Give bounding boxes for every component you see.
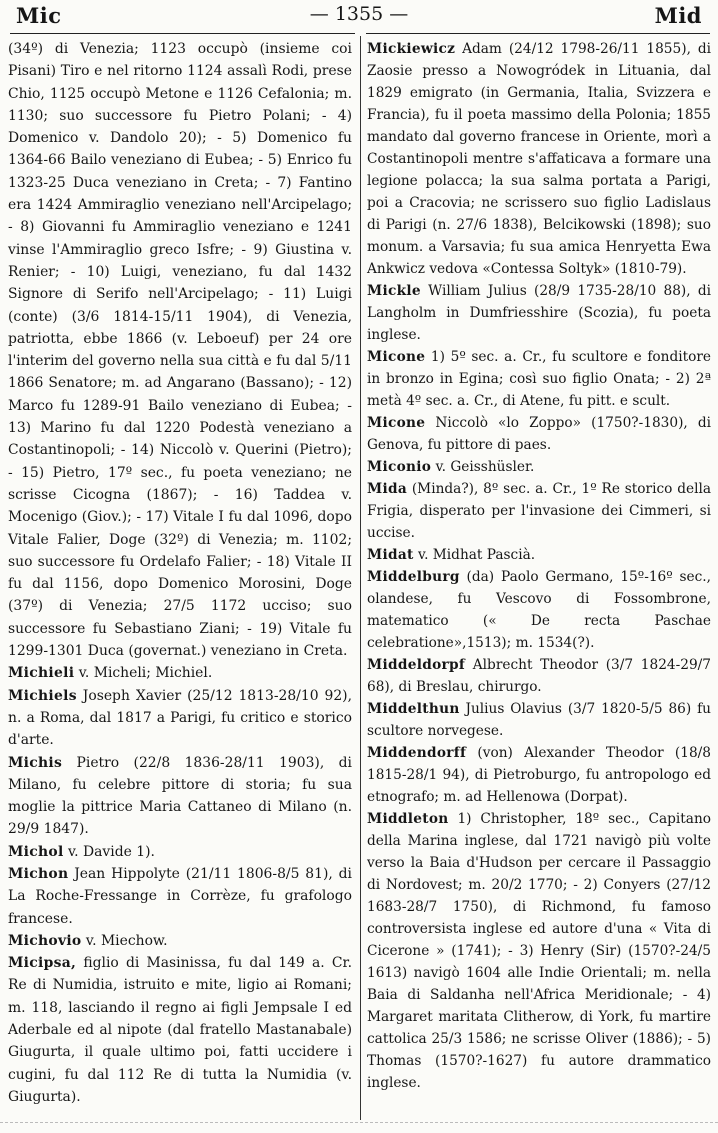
entry-body: William Julius (28/9 1735-28/10 88), di Langholm in Dumfriesshire (Scozia), fu poeta inglese. bbox=[367, 283, 711, 343]
entry bbox=[367, 456, 711, 478]
entry-headword: Midat bbox=[367, 547, 414, 563]
entry-headword: Mickle bbox=[367, 283, 421, 299]
entry bbox=[8, 863, 352, 930]
entry-headword: Middeldorpf bbox=[367, 657, 466, 673]
page-header bbox=[0, 0, 718, 32]
entry-headword: Michieli bbox=[8, 665, 75, 682]
entry-headword: Miconio bbox=[367, 459, 432, 475]
entry-headword: Michovio bbox=[8, 932, 82, 949]
entry-headword: Micone bbox=[367, 349, 426, 365]
entry bbox=[8, 752, 352, 841]
entry bbox=[367, 654, 711, 698]
entry bbox=[8, 662, 352, 684]
entry-body: Pietro (22/8 1836-28/11 1903), di Milano, fu celebre pittore di storia; fu sua moglie la pittrice Maria Cattaneo di Milano (n. 29/9 1847). bbox=[8, 754, 352, 838]
entry-headword: Mida bbox=[367, 481, 407, 497]
entry-body: figlio di Masinissa, fu dal 149 a. Cr. Re di Numidia, istruito e mite, ligio ai Romani; m. 118, lasciando il regno ai figli Jempsale I ed Aderbale ed al nipote (dal fratello Mastanabale) Giugurta, il quale ultimo poi, fatti uccidere i cugini, fu dal 112 Re di tutta la Numidia (v. Giugurta). bbox=[8, 955, 352, 1105]
entry-body: 1) Christopher, 18º sec., Capitano della Marina inglese, dal 1721 navigò più volte verso la Baia d'Hudson per cercare il Passaggio di Nordovest; m. 20/2 1770; - 2) Conyers (27/12 1683-28/7 1750), di Richmond, fu famoso controversista inglese ed autore d'una « Vita di Cicerone » (1741); - 3) Henry (Sir) (1570?-24/5 1613) navigò 1604 alle Indie Orientali; m. nella Baia di Saldanha nell'Africa Meridionale; - 4) Margaret maritata Clitherow, di York, fu martire cattolica 25/3 1586; ne scrisse Oliver (1886); - 5) Thomas (1570?-1627) fu autore drammatico inglese. bbox=[367, 811, 712, 1091]
entry-body: Julius Olavius (3/7 1820-5/5 86) fu scultore norvegese. bbox=[367, 701, 711, 739]
entry-headword: Michol bbox=[8, 843, 64, 860]
entry bbox=[367, 544, 711, 566]
entry-headword: Middendorff bbox=[367, 745, 467, 761]
entry-body: (Minda?), 8º sec. a. Cr., 1º Re storico della Frigia, disperato per l'invasione dei Cimmeri, si uccise. bbox=[367, 481, 711, 541]
entry bbox=[367, 280, 711, 346]
entry bbox=[367, 346, 711, 412]
entry-body: (von) Alexander Theodor (18/8 1815-28/1 94), di Pietroburgo, fu antropologo ed etnografo; m. ad Hellenowa (Dorpat). bbox=[367, 745, 711, 805]
entry bbox=[8, 841, 352, 863]
entry-headword: Micone bbox=[367, 415, 426, 431]
entry-body: v. Micheli; Michiel. bbox=[78, 665, 213, 682]
entry-body: Albrecht Theodor (3/7 1824-29/7 68), di Breslau, chirurgo. bbox=[367, 657, 711, 695]
entry-headword: Michis bbox=[8, 754, 63, 771]
entry-headword: Mickiewicz bbox=[367, 41, 456, 57]
entry-body: 1) 5º sec. a. Cr., fu scultore e fonditore in bronzo in Egina; così suo figlio Onata; - 2) 2ª metà 4º sec. a. Cr., di Atene, fu pitt. e scult. bbox=[367, 349, 711, 409]
header-left-guideword: Mic bbox=[16, 3, 62, 28]
bottom-edge bbox=[0, 1122, 718, 1123]
entry-headword: Middelburg bbox=[367, 569, 460, 585]
entry bbox=[8, 685, 352, 752]
entry-body: v. Midhat Pascià. bbox=[417, 547, 536, 563]
entry-headword: Middelthun bbox=[367, 701, 460, 717]
header-rule-left bbox=[10, 33, 355, 34]
entry bbox=[367, 38, 711, 280]
entry-body: v. Geisshüsler. bbox=[435, 459, 535, 475]
entry-body: Niccolò «lo Zoppo» (1750?-1830), di Genova, fu pittore di paes. bbox=[367, 415, 711, 453]
header-rule-right bbox=[366, 33, 710, 34]
right-column bbox=[367, 38, 711, 1094]
entry bbox=[367, 566, 711, 654]
entry-body: Adam (24/12 1798-26/11 1855), di Zaosie presso a Nowogródek in Lituania, dal 1829 emigrato (in Germania, Italia, Svizzera e Francia), fu il poeta massimo della Polonia; 1855 mandato dal governo francese in Oriente, morì a Costantinopoli mentre s'affaticava a formare una legione polacca; la sua salma portata a Parigi, poi a Cracovia; ne scrissero suo figlio Ladislaus di Parigi (n. 27/6 1838), Belcikowski (1898); suo monum. a Varsavia; fu sua amica Henryetta Ewa Ankwicz vedova «Contessa Soltyk» (1810-79). bbox=[367, 41, 711, 277]
entry-body: Joseph Xavier (25/12 1813-28/10 92), n. a Roma, dal 1817 a Parigi, fu critico e storico d'arte. bbox=[8, 687, 352, 749]
entry-body: v. Miechow. bbox=[85, 932, 168, 949]
entry bbox=[367, 412, 711, 456]
entry-headword: Michon bbox=[8, 865, 69, 882]
entry-headword: Middleton bbox=[367, 811, 449, 827]
entry-headword: Micipsa, bbox=[8, 955, 77, 972]
entry-body: v. Davide 1). bbox=[67, 843, 155, 860]
header-right-guideword: Mid bbox=[654, 3, 702, 28]
page-number: — 1355 — bbox=[309, 3, 409, 25]
left-column bbox=[8, 38, 352, 1108]
column-divider bbox=[360, 36, 361, 1120]
entry bbox=[8, 930, 352, 952]
entry bbox=[367, 478, 711, 544]
entry-body: (34º) di Venezia; 1123 occupò (insieme coi Pisani) Tiro e nel ritorno 1124 assalì Rodi, prese Chio, 1125 occupò Metone e 1126 Cefalonia; m. 1130; suo successore fu Pietro Polani; - 4) Domenico v. Dandolo 20); - 5) Domenico fu 1364-66 Bailo veneziano di Eubea; - 5) Enrico fu 1323-25 Duca veneziano in Creta; - 7) Fantino era 1424 Ammiraglio veneziano nell'Arcipelago; - 8) Giovanni fu Ammiraglio veneziano e 1241 vinse l'Ammiraglio greco Isfre; - 9) Giustina v. Renier; - 10) Luigi, veneziano, fu dal 1432 Signore di Serifo nell'Arcipelago; - 11) Luigi (conte) (3/6 1814-15/11 1904), di Venezia, patriotta, ebbe 1866 (v. Leboeuf) per 24 ore l'interim del governo nella sua città e fu dal 5/11 1866 Senatore; m. ad Angarano (Bassano); - 12) Marco fu 1289-91 Bailo veneziano di Eubea; - 13) Marino fu dal 1220 Podestà veneziano a Costantinopoli; - 14) Niccolò v. Querini (Pietro); - 15) Pietro, 17º sec., fu poeta veneziano; ne scrisse Cicogna (1867); - 16) Taddea v. Mocenigo (Giov.); - 17) Vitale I fu dal 1096, dopo Vitale Falier, Doge (32º) di Venezia; m. 1102; suo successore fu Ordelafo Falier; - 18) Vitale II fu dal 1156, dopo Domenico Morosini, Doge (37º) di Venezia; 27/5 1172 ucciso; suo successore fu Sebastiano Ziani; - 19) Vitale fu 1299-1301 Duca (governat.) veneziano in Creta. bbox=[8, 41, 352, 660]
entry-headword: Michiels bbox=[8, 687, 77, 704]
entry bbox=[367, 698, 711, 742]
entry-body: (da) Paolo Germano, 15º-16º sec., olandese, fu Vescovo di Fossombrone, matematico (« De recta Paschae celebratione»,1513); m. 1534(?). bbox=[367, 569, 711, 651]
entry bbox=[367, 808, 711, 1094]
entry-body: Jean Hippolyte (21/11 1806-8/5 81), di La Roche-Fressange in Corrèze, fu grafologo francese. bbox=[8, 865, 352, 927]
entry bbox=[8, 38, 352, 662]
entry bbox=[367, 742, 711, 808]
entry bbox=[8, 952, 352, 1108]
